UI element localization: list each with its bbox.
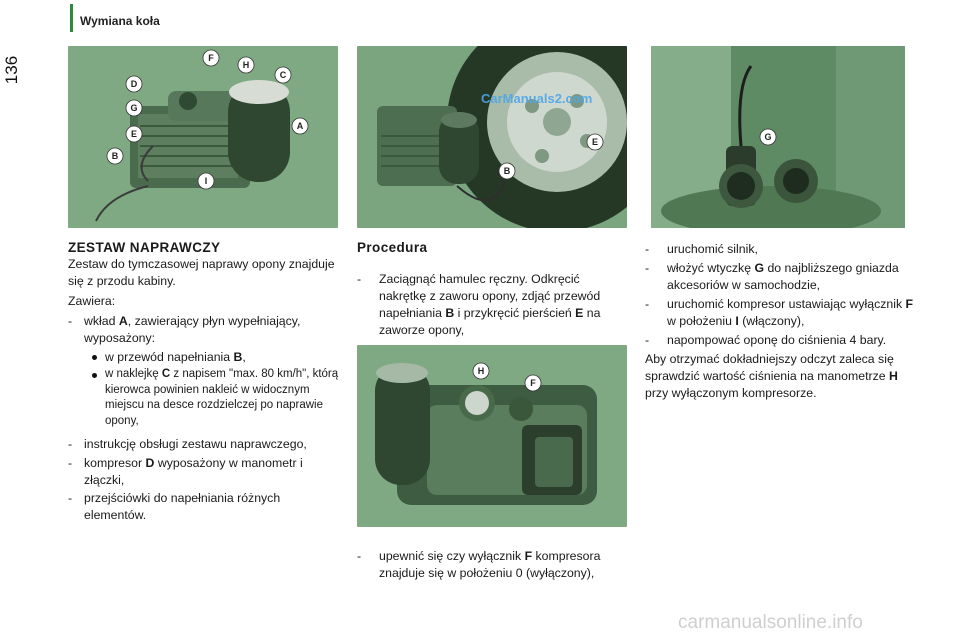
text-fragment: G (754, 261, 765, 275)
text-fragment: B (445, 306, 455, 320)
callout-label: B (111, 151, 119, 161)
wheel-compressor-illustration (357, 46, 627, 228)
text-fragment: do najbliższego gniazda akcesoriów w samochodzie, (667, 261, 899, 292)
callout-label: F (208, 53, 214, 63)
callout-label: H (477, 366, 485, 376)
list-dash: - (68, 456, 73, 470)
text-fragment: upewnić się czy wyłącznik (379, 549, 525, 563)
text-fragment: przy wyłączonym kompresorze. (645, 386, 817, 400)
list-dash: - (68, 437, 73, 451)
callout-label: C (279, 70, 287, 80)
text-fragment: Zaciągnąć hamulec ręczny. Odkręcić nakrętkę z zaworu opony, zdjąć przewód napełniania (379, 272, 601, 320)
text-fragment: w położeniu (667, 314, 736, 328)
contains-label: Zawiera: (68, 294, 116, 308)
text-fragment: uruchomić silnik, (667, 242, 758, 256)
list-dash: - (645, 261, 650, 275)
text-fragment: E (575, 306, 584, 320)
list-item (645, 332, 920, 349)
text-fragment: przejściówki do napełniania różnych elementów. (84, 491, 281, 522)
callout-label: A (296, 121, 304, 131)
accessory-socket-illustration (651, 46, 905, 228)
callout-label: F (530, 378, 536, 388)
list-item (645, 241, 915, 258)
text-fragment: Aby otrzymać dokładniejszy odczyt zaleca się sprawdzić wartość ciśnienia na manometrze (645, 352, 894, 383)
text-fragment: i przykręcić pierścień (454, 306, 576, 320)
text-fragment: (włączony), (738, 314, 805, 328)
text-fragment: w przewód napełniania (105, 350, 234, 364)
list-dash: - (645, 242, 650, 256)
text-fragment: z napisem "max. 80 km/h", którą kierowca powinien nakleić w widocznym miejscu na desce rozdzielczej po naprawie opony, (105, 368, 339, 427)
text-fragment: wkład (84, 314, 119, 328)
header-accent-bar (70, 4, 73, 32)
list-item (645, 296, 915, 330)
list-dash: - (357, 272, 362, 286)
watermark-carmanuals2: CarManuals2.com (481, 91, 593, 106)
callout-label: G (764, 132, 772, 142)
list-dash: - (68, 491, 73, 505)
text-fragment: B (233, 350, 243, 364)
list-item (68, 313, 343, 347)
intro-paragraph: Zestaw do tymczasowej naprawy opony znajduje się z przodu kabiny. (68, 257, 335, 288)
callout-label: I (204, 176, 208, 186)
text-fragment: , zawierający płyn wypełniający, wyposażony: (84, 314, 301, 345)
section-title: Wymiana koła (80, 14, 160, 28)
text-fragment: wyposażony w manometr i złączki, (84, 456, 303, 487)
list-item (645, 260, 915, 294)
text-fragment: F (524, 549, 533, 563)
list-item (357, 548, 629, 582)
callout-label: B (503, 166, 511, 176)
accuracy-note (645, 351, 900, 402)
text-fragment: C (161, 368, 171, 380)
text-fragment: D (145, 456, 155, 470)
list-item (357, 271, 629, 339)
text-fragment: F (905, 297, 914, 311)
callout-label: G (130, 103, 138, 113)
list-dash: - (357, 549, 362, 563)
text-fragment: A (118, 314, 128, 328)
bullet-icon (92, 373, 97, 378)
callout-label: D (130, 79, 138, 89)
watermark-carmanualsonline: carmanualsonline.info (678, 612, 863, 633)
text-fragment: włożyć wtyczkę (667, 261, 755, 275)
list-item (68, 490, 343, 524)
callout-label: E (130, 129, 138, 139)
bullet-icon (92, 355, 97, 360)
text-fragment: kompresora znajduje się w położeniu 0 (wyłączony), (379, 549, 601, 580)
callout-label: E (591, 137, 599, 147)
list-item (68, 455, 343, 489)
text-fragment: na zaworze opony, (379, 306, 601, 337)
repair-kit-illustration (68, 46, 338, 228)
compressor-closeup-illustration (357, 345, 627, 527)
heading-procedure: Procedura (357, 240, 428, 255)
text-fragment: , (242, 350, 246, 364)
page-number: 136 (2, 55, 22, 85)
text-fragment: H (889, 369, 898, 383)
sub-list-item (92, 349, 342, 366)
text-fragment: kompresor (84, 456, 146, 470)
list-dash: - (645, 297, 650, 311)
list-dash: - (68, 314, 73, 328)
text-fragment: w naklejkę (105, 368, 162, 380)
sub-list-item (92, 367, 342, 429)
text-fragment: napompować oponę do ciśnienia 4 bary. (667, 333, 887, 347)
callout-label: H (242, 60, 250, 70)
list-item (68, 436, 343, 453)
text-fragment: instrukcję obsługi zestawu naprawczego, (84, 437, 307, 451)
list-dash: - (645, 333, 650, 347)
heading-repair-kit: ZESTAW NAPRAWCZY (68, 240, 221, 255)
text-fragment: uruchomić kompresor ustawiając wyłącznik (667, 297, 906, 311)
text-fragment: I (735, 314, 739, 328)
